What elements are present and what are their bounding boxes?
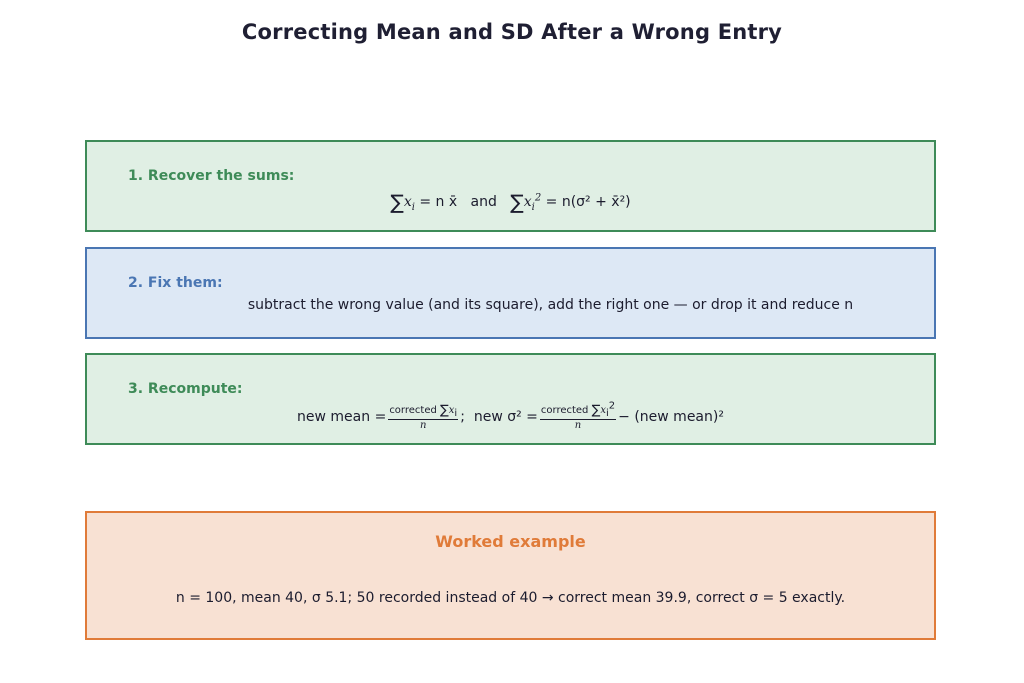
- step-3-heading: 3. Recompute:: [128, 381, 243, 397]
- sd-formula-tail: − (new mean)²: [618, 409, 724, 425]
- worked-example-body: n = 100, mean 40, σ 5.1; 50 recorded instead of 40 → correct mean 39.9, correct σ = 5 exactly.: [175, 590, 846, 606]
- mean-fraction: $\frac{corrected \sum x_i}{n}$: [389, 403, 458, 431]
- sd-fraction-numerator: corrected: [540, 405, 589, 416]
- sum-x-rhs: = n x̄: [419, 194, 458, 210]
- sum-x2-rhs: = n(σ² + x̄²): [545, 194, 631, 210]
- step-1-box: [85, 140, 936, 232]
- page-title: Correcting Mean and SD After a Wrong Entry: [241, 20, 783, 44]
- sum-x-expression: $\sum x_i = n$ x̄: [390, 190, 458, 214]
- sum-x2-expression: $\sum x_i^2 = n(\sigma^2$ + x̄²): [510, 190, 631, 214]
- step-2-body: subtract the wrong value (and its square), add the right one — or drop it and reduce n: [247, 297, 854, 313]
- formula-separator: ;: [460, 409, 465, 425]
- worked-example-box: [85, 511, 936, 640]
- new-sd-label: new σ² =: [473, 409, 538, 425]
- and-connector: and: [470, 194, 497, 210]
- mean-fraction-denominator: n: [420, 420, 427, 431]
- sum-x2-var: x: [523, 194, 532, 210]
- worked-example-heading: Worked example: [435, 532, 586, 551]
- sd-fraction-denominator: n: [574, 420, 582, 431]
- new-mean-label: new mean: [297, 409, 371, 425]
- sd-fraction: $\frac{corrected \sum x_i^2}{n}$: [540, 400, 616, 431]
- mean-fraction-numerator: corrected: [389, 405, 437, 416]
- step-3-box: [85, 353, 936, 445]
- step-1-heading: 1. Recover the sums:: [128, 168, 295, 184]
- sum-x-var: x: [403, 194, 412, 210]
- step-2-heading: 2. Fix them:: [128, 275, 223, 291]
- step-3-formula: new mean = $\frac{corrected \sum x_i}{n}$ ; new σ² = $\frac{corrected \sum x_i^2}{n}$ − (new mean)²: [297, 400, 724, 431]
- step-2-box: [85, 247, 936, 339]
- step-1-formula: [87, 190, 934, 214]
